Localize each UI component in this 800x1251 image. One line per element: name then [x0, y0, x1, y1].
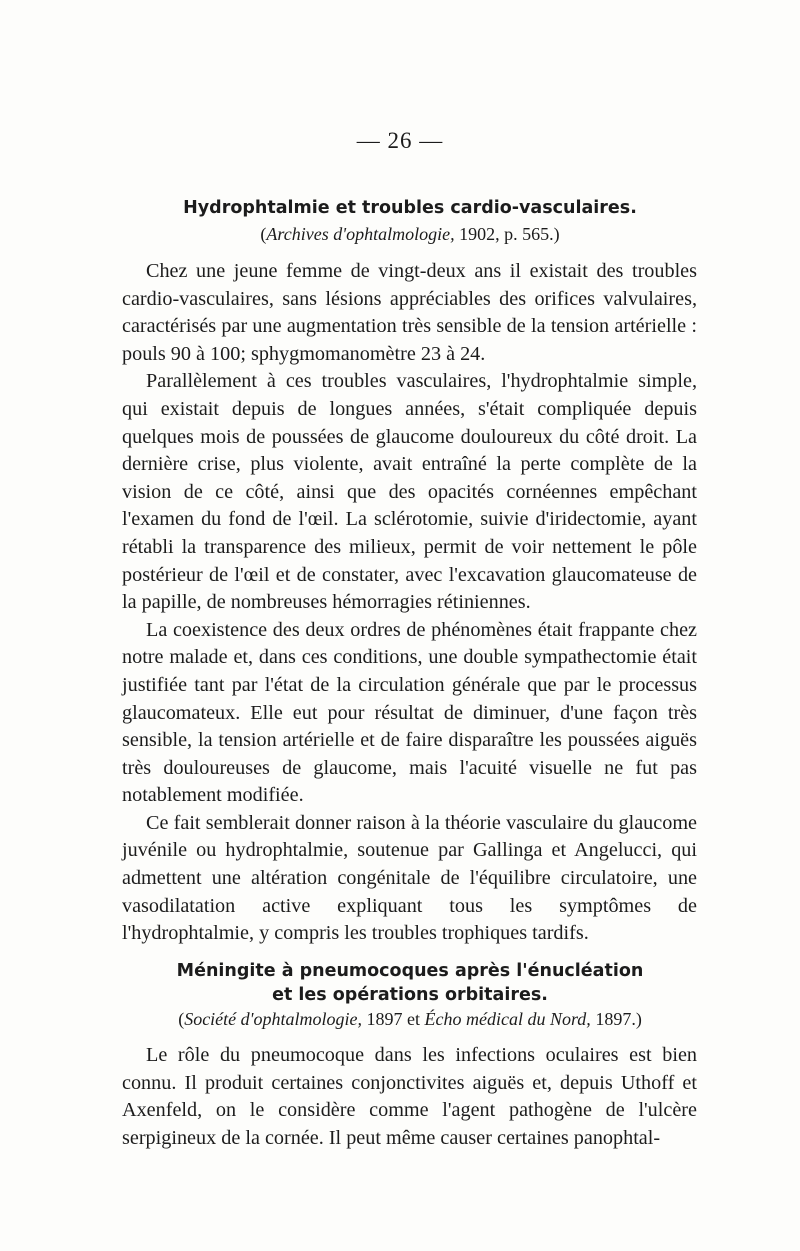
paragraph: Chez une jeune femme de vingt-deux ans il existait des troubles cardio-vasculaires, sans lésions appréciables des orifices valvulaires, caractérisés par une augmentation très sensible de la tension artérielle : pouls 90 à 100; sphygmomanomètre 23 à 24.: [122, 260, 697, 365]
section-citation-hydrophtalmie: [100, 223, 720, 245]
citation-open: (: [260, 224, 267, 244]
citation-source-1: Société d'ophtalmologie,: [184, 1009, 362, 1029]
citation-source-2: Écho médical du Nord,: [424, 1009, 591, 1029]
section-title-hydrophtalmie: Hydrophtalmie et troubles cardio-vasculaires.: [183, 198, 637, 218]
citation-source: Archives d'ophtalmologie,: [266, 224, 455, 244]
section-title-meningite-line1: Méningite à pneumocoques après l'énucléation: [176, 961, 644, 981]
paragraph: La coexistence des deux ordres de phénomènes était frappante chez notre malade et, dans ces conditions, une double sympathectomie était justifiée tant par l'état de la circulation générale que par le processus glaucomateux. Elle eut pour résultat de diminuer, d'une façon très sensible, la tension artérielle et de faire disparaître les poussées aiguës très douloureuses de glaucome, mais l'acuité visuelle ne fut pas notablement modifiée.: [122, 618, 697, 807]
page-number: — 26 —: [356, 128, 444, 153]
paragraph: Le rôle du pneumocoque dans les infections oculaires est bien connu. Il produit certaines conjonctivites aiguës et, depuis Uthoff et Axenfeld, on le considère comme l'agent pathogène de l'ulcère serpigineux de la cornée. Il peut même causer certaines panophtal-: [122, 1044, 697, 1149]
citation-details: 1902, p. 565.): [454, 224, 560, 244]
citation-open: (: [178, 1009, 185, 1029]
section-body-meningite: [122, 1042, 697, 1152]
section-body-hydrophtalmie: [122, 258, 697, 948]
section-title-meningite-line2: et les opérations orbitaires.: [272, 985, 548, 1005]
section-citation-meningite: [100, 1008, 720, 1030]
citation-mid: 1897 et: [362, 1009, 425, 1029]
citation-details: 1897.): [590, 1009, 642, 1029]
paragraph: Parallèlement à ces troubles vasculaires, l'hydrophtalmie simple, qui existait depuis de longues années, s'était compliquée depuis quelques mois de poussées de glaucome douloureux du côté droit. La dernière crise, plus violente, avait entraîné la perte complète de la vision de ce côté, ainsi que des opacités cornéennes empêchant l'examen du fond de l'œil. La sclérotomie, suivie d'iridectomie, ayant rétabli la transparence des milieux, permit de voir nettement le pôle postérieur de l'œil et de constater, avec l'excavation glaucomateuse de la papille, de nombreuses hémorragies rétiniennes.: [122, 370, 697, 614]
paragraph: Ce fait semblerait donner raison à la théorie vasculaire du glaucome juvénile ou hydrophtalmie, soutenue par Gallinga et Angelucci, qui admettent une altération congénitale de l'équilibre circulatoire, une vasodilatation active expliquant tous les symptômes de l'hydrophtalmie, y compris les troubles trophiques tardifs.: [122, 811, 697, 945]
